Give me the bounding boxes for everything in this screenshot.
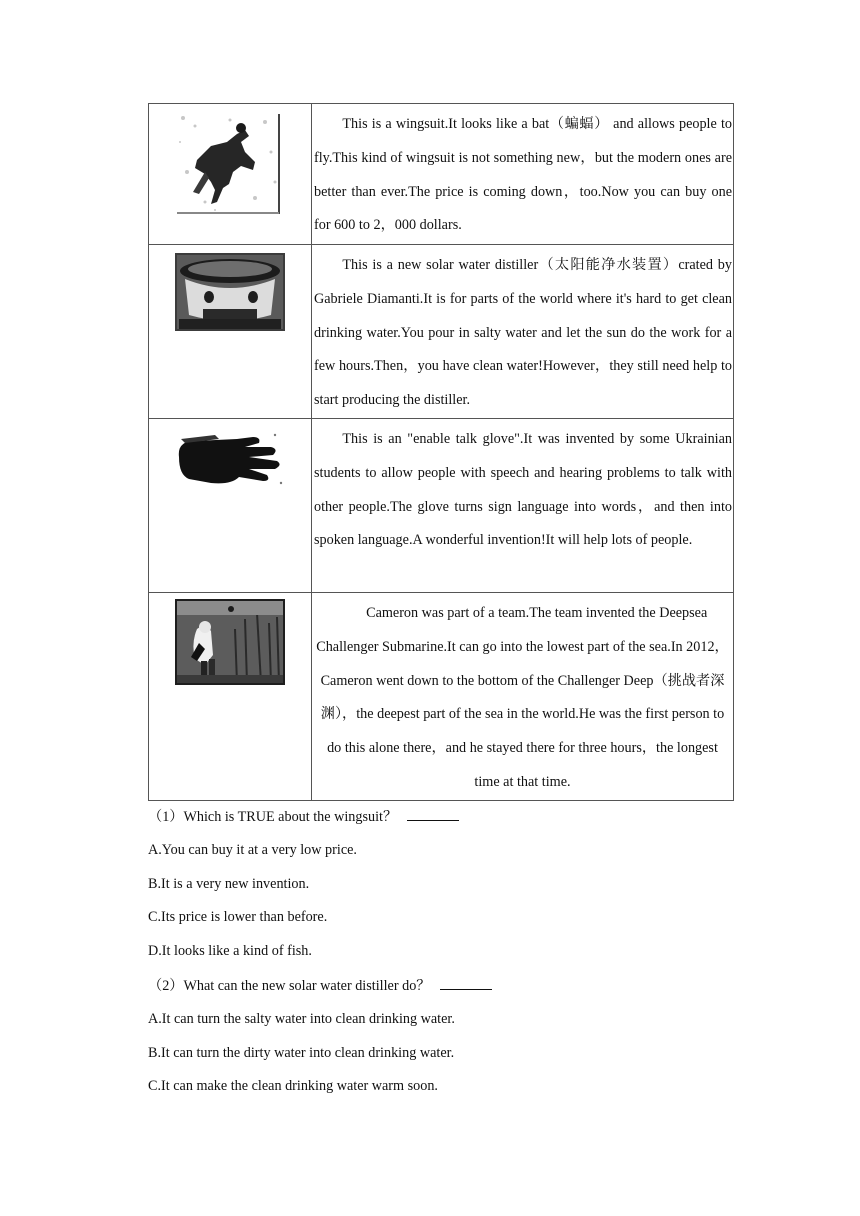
question-2-stem: （2）What can the new solar water distiller do？: [148, 978, 431, 994]
table-row: [149, 245, 734, 419]
glove-description: This is an "enable talk glove".It was invented by some Ukrainian students to allow people with speech and hearing problems to talk with other people.The glove turns sign language into words，and then into spoken language.A wonderful invention!It will help lots of people.: [314, 431, 732, 549]
question-1-option-b: B.It is a very new invention.: [148, 876, 310, 892]
solar-distiller-photo: [175, 253, 285, 331]
question-1-option-a: A.You can buy it at a very low price.: [148, 842, 357, 858]
text-cell: [312, 593, 734, 801]
question-1: [148, 806, 459, 827]
text-cell: [312, 419, 734, 593]
table-row: [149, 419, 734, 593]
inventions-table: [148, 103, 734, 801]
image-cell: [149, 593, 312, 801]
distiller-description: This is a new solar water distiller（太阳能净水装置）crated by Gabriele Diamanti.It is for parts of the world where it's hard to get clean drinking water.You pour in salty water and let the sun do the work for a few hours.Then，you have clean water!However，they still need help to start producing the distiller.: [314, 257, 732, 409]
text-cell: [312, 245, 734, 419]
answer-blank[interactable]: [407, 806, 459, 821]
table-row: [149, 104, 734, 245]
image-cell: [149, 419, 312, 593]
question-2: [148, 975, 492, 996]
question-1-option-d: D.It looks like a kind of fish.: [148, 943, 312, 959]
question-1-option-c: C.Its price is lower than before.: [148, 909, 328, 925]
image-cell: [149, 245, 312, 419]
text-cell: [312, 104, 734, 245]
answer-blank[interactable]: [440, 975, 492, 990]
question-2-option-c: C.It can make the clean drinking water warm soon.: [148, 1078, 438, 1094]
submarine-description: Cameron was part of a team.The team invented the Deepsea Challenger Submarine.It can go into the lowest part of the sea.In 2012，Cameron went down to the bottom of the Challenger Deep（挑战者深渊），the deepest part of the sea in the world.He was the first person to do this alone there，and he stayed there for three hours，the longest time at that time.: [316, 605, 729, 790]
wingsuit-photo: [175, 112, 281, 216]
table-row: [149, 593, 734, 801]
image-cell: [149, 104, 312, 245]
question-1-stem: （1）Which is TRUE about the wingsuit？: [148, 809, 398, 825]
question-2-option-a: A.It can turn the salty water into clean drinking water.: [148, 1011, 455, 1027]
submarine-diver-photo: [175, 599, 285, 685]
glove-photo: [175, 427, 287, 491]
wingsuit-description: This is a wingsuit.It looks like a bat（蝙蝠） and allows people to fly.This kind of wingsuit is not something new，but the modern ones are better than ever.The price is coming down，too.Now you can buy one for 600 to 2，000 dollars.: [314, 116, 732, 234]
question-2-option-b: B.It can turn the dirty water into clean drinking water.: [148, 1045, 455, 1061]
